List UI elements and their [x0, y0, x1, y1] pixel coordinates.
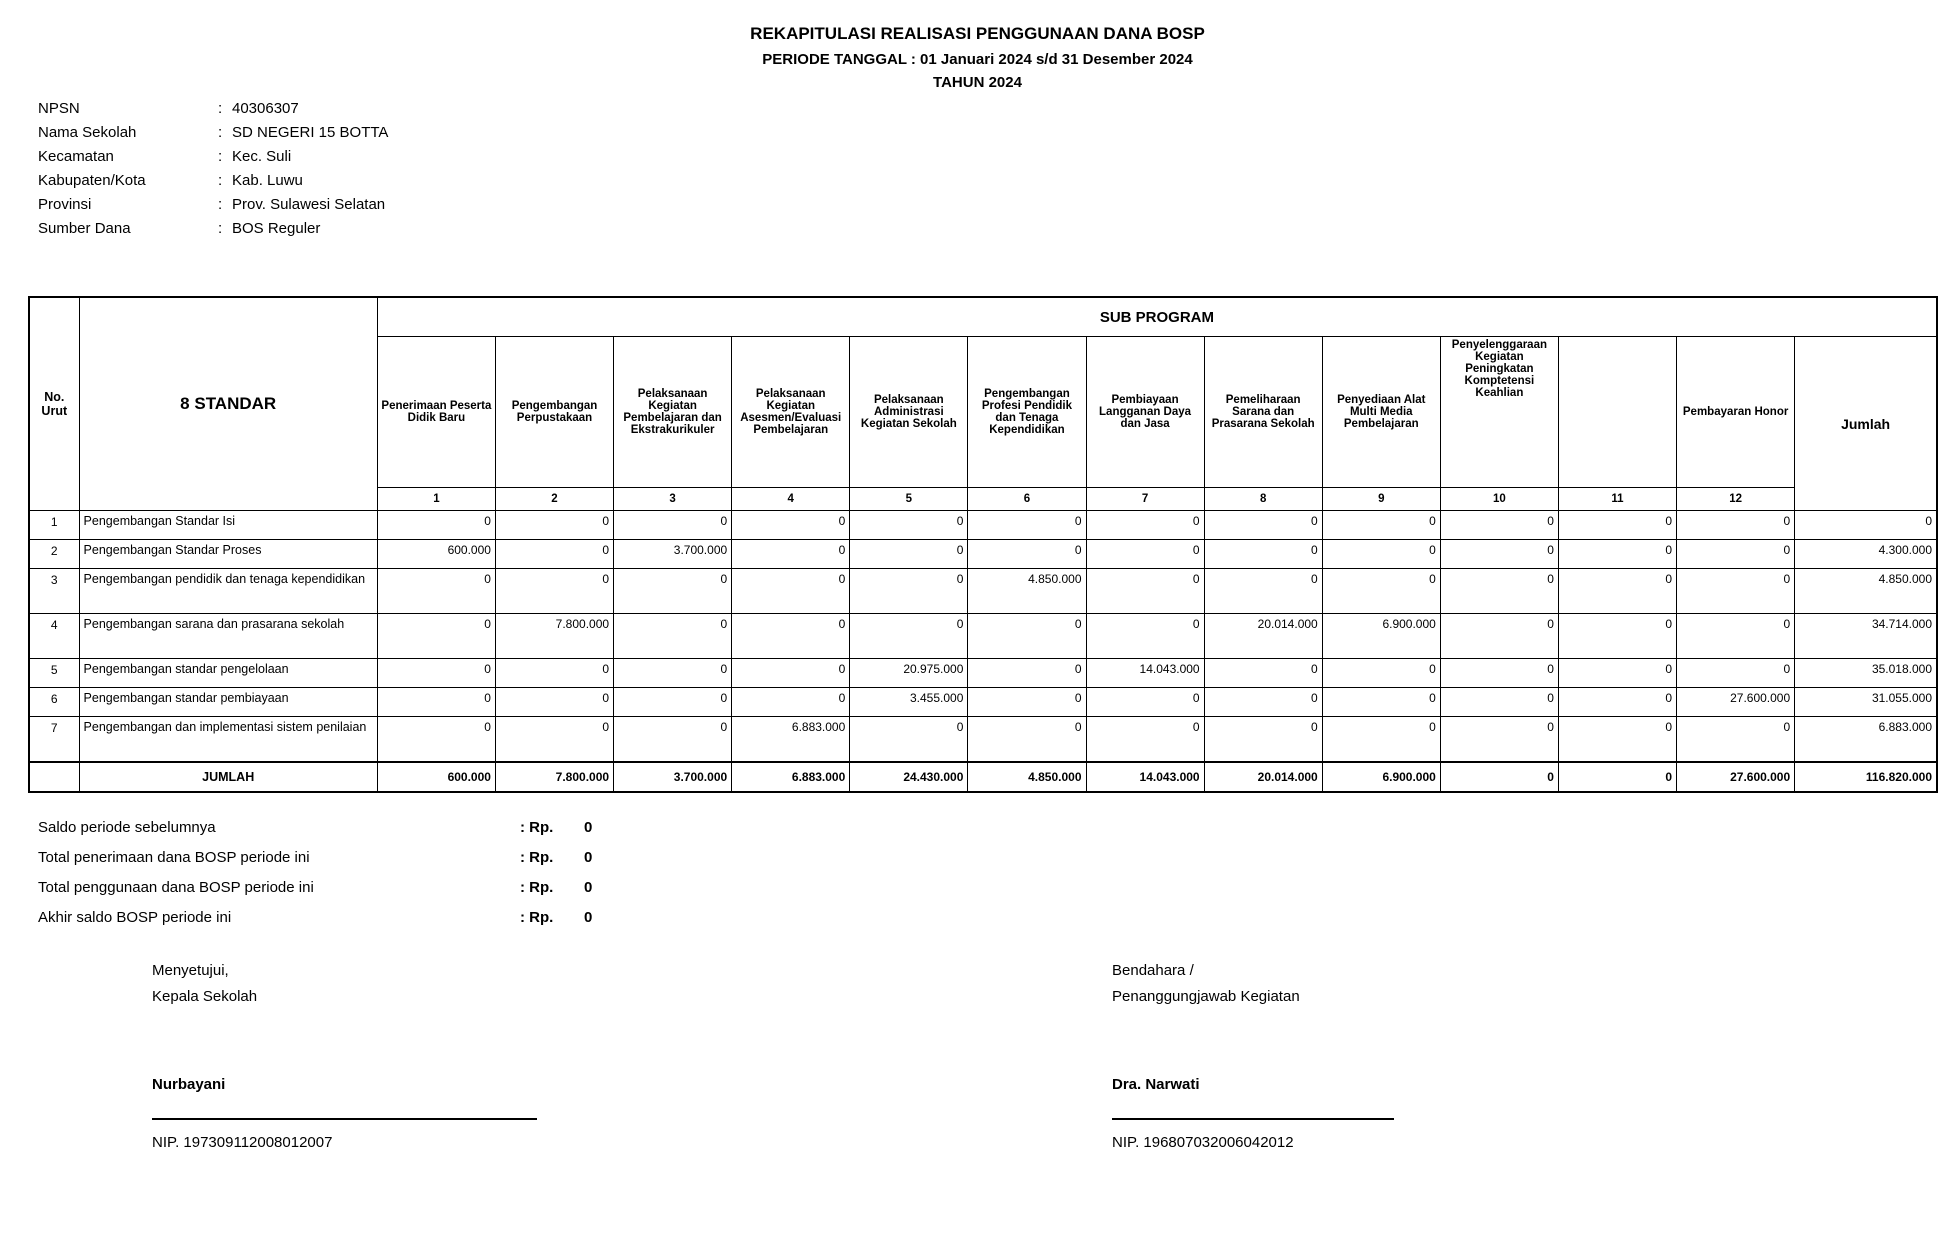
- row-number: 3: [29, 569, 79, 614]
- cell-value-col7: 0: [1086, 688, 1204, 717]
- cell-row-total: 6.883.000: [1795, 717, 1937, 762]
- column-header-3: Pelaksanaan Kegiatan Pembelajaran dan Ekstrakurikuler: [614, 337, 732, 488]
- info-value: Prov. Sulawesi Selatan: [232, 195, 386, 213]
- column-header-8: Pemeliharaan Sarana dan Prasarana Sekolah: [1204, 337, 1322, 488]
- cell-value-col8: 20.014.000: [1204, 614, 1322, 659]
- school-info: [38, 96, 388, 240]
- column-number-5: 5: [850, 488, 968, 511]
- table-row: [29, 511, 1937, 540]
- signature-line: [1112, 1118, 1394, 1120]
- cell-value-col7: 0: [1086, 614, 1204, 659]
- info-label: NPSN: [38, 99, 80, 117]
- cell-value-col2: 0: [495, 659, 613, 688]
- row-label: Pengembangan sarana dan prasarana sekolah: [79, 614, 377, 659]
- cell-value-col2: 7.800.000: [495, 614, 613, 659]
- colon: :: [218, 123, 223, 141]
- total-value-col6: 4.850.000: [968, 762, 1086, 792]
- signature-role-line2: Penanggungjawab Kegiatan: [1112, 988, 1300, 1005]
- signature-line: [152, 1118, 537, 1120]
- cell-value-col10: 0: [1440, 614, 1558, 659]
- total-value-col9: 6.900.000: [1322, 762, 1440, 792]
- signature-role-line1: Bendahara /: [1112, 962, 1194, 979]
- column-number-3: 3: [614, 488, 732, 511]
- summary-label: Akhir saldo BOSP periode ini: [38, 908, 232, 926]
- info-row-kabupaten: [38, 168, 388, 192]
- cell-value-col4: 0: [732, 569, 850, 614]
- header-no-urut: No. Urut: [29, 297, 79, 511]
- cell-value-col5: 3.455.000: [850, 688, 968, 717]
- total-row-empty-cell: [29, 762, 79, 792]
- cell-value-col12: 0: [1677, 569, 1795, 614]
- report-title-block: [0, 24, 1955, 97]
- colon: :: [218, 171, 223, 189]
- cell-value-col7: 0: [1086, 717, 1204, 762]
- colon: :: [218, 219, 223, 237]
- row-label: Pengembangan Standar Proses: [79, 540, 377, 569]
- table-row: [29, 717, 1937, 762]
- cell-value-col4: 0: [732, 688, 850, 717]
- column-number-7: 7: [1086, 488, 1204, 511]
- cell-value-col11: 0: [1558, 569, 1676, 614]
- row-number: 2: [29, 540, 79, 569]
- summary-label: Total penggunaan dana BOSP periode ini: [38, 878, 314, 896]
- info-label: Kecamatan: [38, 147, 114, 165]
- info-value: BOS Reguler: [232, 219, 321, 237]
- column-number-1: 1: [377, 488, 495, 511]
- colon: :: [218, 99, 223, 117]
- total-value-col3: 3.700.000: [614, 762, 732, 792]
- cell-value-col3: 0: [614, 688, 732, 717]
- cell-value-col1: 0: [377, 569, 495, 614]
- column-header-9: Penyediaan Alat Multi Media Pembelajaran: [1322, 337, 1440, 488]
- cell-row-total: 35.018.000: [1795, 659, 1937, 688]
- column-number-8: 8: [1204, 488, 1322, 511]
- cell-value-col6: 0: [968, 659, 1086, 688]
- column-number-4: 4: [732, 488, 850, 511]
- cell-value-col4: 0: [732, 540, 850, 569]
- cell-value-col5: 0: [850, 614, 968, 659]
- summary-block: [38, 812, 592, 932]
- cell-value-col3: 0: [614, 659, 732, 688]
- grand-total: 116.820.000: [1795, 762, 1937, 792]
- total-value-col8: 20.014.000: [1204, 762, 1322, 792]
- summary-row-saldo-sebelumnya: [38, 812, 592, 842]
- info-row-sumber-dana: [38, 216, 388, 240]
- cell-value-col11: 0: [1558, 511, 1676, 540]
- summary-row-total-penggunaan: [38, 872, 592, 902]
- column-number-12: 12: [1677, 488, 1795, 511]
- cell-value-col12: 0: [1677, 717, 1795, 762]
- info-row-provinsi: [38, 192, 388, 216]
- cell-value-col12: 27.600.000: [1677, 688, 1795, 717]
- cell-value-col7: 0: [1086, 540, 1204, 569]
- cell-value-col6: 4.850.000: [968, 569, 1086, 614]
- column-number-2: 2: [495, 488, 613, 511]
- column-number-6: 6: [968, 488, 1086, 511]
- cell-value-col10: 0: [1440, 659, 1558, 688]
- row-number: 4: [29, 614, 79, 659]
- cell-row-total: 4.300.000: [1795, 540, 1937, 569]
- cell-value-col1: 600.000: [377, 540, 495, 569]
- cell-value-col10: 0: [1440, 511, 1558, 540]
- total-row-label: JUMLAH: [79, 762, 377, 792]
- cell-row-total: 31.055.000: [1795, 688, 1937, 717]
- cell-value-col3: 0: [614, 614, 732, 659]
- summary-value: 0: [584, 848, 593, 866]
- summary-row-akhir-saldo: [38, 902, 592, 932]
- info-label: Sumber Dana: [38, 219, 131, 237]
- cell-value-col8: 0: [1204, 540, 1322, 569]
- row-number: 6: [29, 688, 79, 717]
- cell-row-total: 34.714.000: [1795, 614, 1937, 659]
- cell-value-col2: 0: [495, 511, 613, 540]
- total-value-col1: 600.000: [377, 762, 495, 792]
- cell-value-col2: 0: [495, 688, 613, 717]
- cell-value-col5: 20.975.000: [850, 659, 968, 688]
- cell-value-col6: 0: [968, 614, 1086, 659]
- row-label: Pengembangan dan implementasi sistem penilaian: [79, 717, 377, 762]
- currency-label: : Rp.: [520, 908, 554, 926]
- column-header-10: Penyelenggaraan Kegiatan Peningkatan Komptetensi Keahlian: [1440, 337, 1558, 488]
- currency-label: : Rp.: [520, 848, 554, 866]
- summary-label: Saldo periode sebelumnya: [38, 818, 216, 836]
- realization-table: [28, 296, 1938, 793]
- cell-value-col3: 0: [614, 511, 732, 540]
- table-row: [29, 540, 1937, 569]
- total-value-col4: 6.883.000: [732, 762, 850, 792]
- table-row: [29, 659, 1937, 688]
- report-period: PERIODE TANGGAL : 01 Januari 2024 s/d 31 Desember 2024: [762, 51, 1193, 68]
- total-value-col5: 24.430.000: [850, 762, 968, 792]
- table-total-row: [29, 762, 1937, 792]
- cell-value-col1: 0: [377, 717, 495, 762]
- cell-value-col8: 0: [1204, 688, 1322, 717]
- cell-value-col10: 0: [1440, 540, 1558, 569]
- summary-value: 0: [584, 878, 593, 896]
- cell-value-col8: 0: [1204, 511, 1322, 540]
- cell-row-total: 0: [1795, 511, 1937, 540]
- cell-value-col9: 0: [1322, 688, 1440, 717]
- cell-value-col5: 0: [850, 540, 968, 569]
- cell-value-col9: 0: [1322, 569, 1440, 614]
- signature-name: Dra. Narwati: [1112, 1076, 1200, 1093]
- row-number: 5: [29, 659, 79, 688]
- header-sub-program: SUB PROGRAM: [377, 297, 1937, 337]
- colon: :: [218, 147, 223, 165]
- row-label: Pengembangan standar pembiayaan: [79, 688, 377, 717]
- cell-value-col3: 3.700.000: [614, 540, 732, 569]
- row-label: Pengembangan standar pengelolaan: [79, 659, 377, 688]
- cell-value-col10: 0: [1440, 569, 1558, 614]
- row-number: 7: [29, 717, 79, 762]
- cell-value-col8: 0: [1204, 569, 1322, 614]
- cell-row-total: 4.850.000: [1795, 569, 1937, 614]
- row-label: Pengembangan pendidik dan tenaga kependidikan: [79, 569, 377, 614]
- cell-value-col10: 0: [1440, 688, 1558, 717]
- cell-value-col5: 0: [850, 717, 968, 762]
- report-year: TAHUN 2024: [933, 74, 1022, 91]
- cell-value-col1: 0: [377, 659, 495, 688]
- cell-value-col4: 0: [732, 511, 850, 540]
- cell-value-col8: 0: [1204, 659, 1322, 688]
- cell-value-col2: 0: [495, 569, 613, 614]
- currency-label: : Rp.: [520, 818, 554, 836]
- cell-value-col8: 0: [1204, 717, 1322, 762]
- info-value: SD NEGERI 15 BOTTA: [232, 123, 389, 141]
- total-value-col2: 7.800.000: [495, 762, 613, 792]
- total-value-col7: 14.043.000: [1086, 762, 1204, 792]
- column-number-11: 11: [1558, 488, 1676, 511]
- cell-value-col1: 0: [377, 688, 495, 717]
- colon: :: [218, 195, 223, 213]
- total-value-col10: 0: [1440, 762, 1558, 792]
- cell-value-col7: 14.043.000: [1086, 659, 1204, 688]
- cell-value-col12: 0: [1677, 614, 1795, 659]
- cell-value-col6: 0: [968, 511, 1086, 540]
- summary-value: 0: [584, 908, 593, 926]
- cell-value-col11: 0: [1558, 688, 1676, 717]
- table-row: [29, 614, 1937, 659]
- cell-value-col6: 0: [968, 688, 1086, 717]
- column-header-2: Pengembangan Perpustakaan: [495, 337, 613, 488]
- signature-nip: NIP. 196807032006042012: [1112, 1134, 1294, 1151]
- cell-value-col10: 0: [1440, 717, 1558, 762]
- cell-value-col12: 0: [1677, 511, 1795, 540]
- signature-role-line1: Menyetujui,: [152, 962, 229, 979]
- column-header-1: Penerimaan Peserta Didik Baru: [377, 337, 495, 488]
- cell-value-col4: 0: [732, 659, 850, 688]
- cell-value-col5: 0: [850, 569, 968, 614]
- info-label: Kabupaten/Kota: [38, 171, 146, 189]
- cell-value-col6: 0: [968, 717, 1086, 762]
- cell-value-col11: 0: [1558, 614, 1676, 659]
- column-header-6: Pengembangan Profesi Pendidik dan Tenaga Kependidikan: [968, 337, 1086, 488]
- info-label: Nama Sekolah: [38, 123, 137, 141]
- cell-value-col1: 0: [377, 511, 495, 540]
- cell-value-col1: 0: [377, 614, 495, 659]
- column-number-10: 10: [1440, 488, 1558, 511]
- total-value-col11: 0: [1558, 762, 1676, 792]
- info-label: Provinsi: [38, 195, 92, 213]
- info-row-kecamatan: [38, 144, 388, 168]
- info-row-nama-sekolah: [38, 120, 388, 144]
- currency-label: : Rp.: [520, 878, 554, 896]
- column-number-9: 9: [1322, 488, 1440, 511]
- cell-value-col12: 0: [1677, 540, 1795, 569]
- summary-row-total-penerimaan: [38, 842, 592, 872]
- cell-value-col6: 0: [968, 540, 1086, 569]
- cell-value-col9: 0: [1322, 540, 1440, 569]
- column-header-5: Pelaksanaan Administrasi Kegiatan Sekolah: [850, 337, 968, 488]
- signature-principal: [152, 958, 537, 1156]
- cell-value-col12: 0: [1677, 659, 1795, 688]
- header-jumlah: Jumlah: [1795, 337, 1937, 511]
- cell-value-col2: 0: [495, 540, 613, 569]
- cell-value-col7: 0: [1086, 511, 1204, 540]
- row-label: Pengembangan Standar Isi: [79, 511, 377, 540]
- info-value: 40306307: [232, 99, 299, 117]
- cell-value-col3: 0: [614, 717, 732, 762]
- column-header-4: Pelaksanaan Kegiatan Asesmen/Evaluasi Pembelajaran: [732, 337, 850, 488]
- cell-value-col11: 0: [1558, 659, 1676, 688]
- summary-label: Total penerimaan dana BOSP periode ini: [38, 848, 310, 866]
- column-header-11: [1558, 337, 1676, 488]
- report-title: REKAPITULASI REALISASI PENGGUNAAN DANA BOSP: [750, 24, 1205, 43]
- cell-value-col9: 6.900.000: [1322, 614, 1440, 659]
- cell-value-col9: 0: [1322, 659, 1440, 688]
- table-row: [29, 569, 1937, 614]
- cell-value-col11: 0: [1558, 717, 1676, 762]
- signature-role-line2: Kepala Sekolah: [152, 988, 258, 1005]
- row-number: 1: [29, 511, 79, 540]
- summary-value: 0: [584, 818, 593, 836]
- cell-value-col4: 0: [732, 614, 850, 659]
- signature-nip: NIP. 197309112008012007: [152, 1134, 333, 1151]
- cell-value-col7: 0: [1086, 569, 1204, 614]
- signature-name: Nurbayani: [152, 1076, 226, 1093]
- info-value: Kab. Luwu: [232, 171, 303, 189]
- total-value-col12: 27.600.000: [1677, 762, 1795, 792]
- cell-value-col5: 0: [850, 511, 968, 540]
- table-row: [29, 688, 1937, 717]
- cell-value-col3: 0: [614, 569, 732, 614]
- cell-value-col4: 6.883.000: [732, 717, 850, 762]
- info-row-npsn: [38, 96, 388, 120]
- cell-value-col9: 0: [1322, 511, 1440, 540]
- column-header-12: Pembayaran Honor: [1677, 337, 1795, 488]
- column-header-7: Pembiayaan Langganan Daya dan Jasa: [1086, 337, 1204, 488]
- cell-value-col9: 0: [1322, 717, 1440, 762]
- cell-value-col2: 0: [495, 717, 613, 762]
- signature-treasurer: [1112, 958, 1394, 1156]
- info-value: Kec. Suli: [232, 147, 292, 165]
- header-8-standar: 8 STANDAR: [79, 297, 377, 511]
- cell-value-col11: 0: [1558, 540, 1676, 569]
